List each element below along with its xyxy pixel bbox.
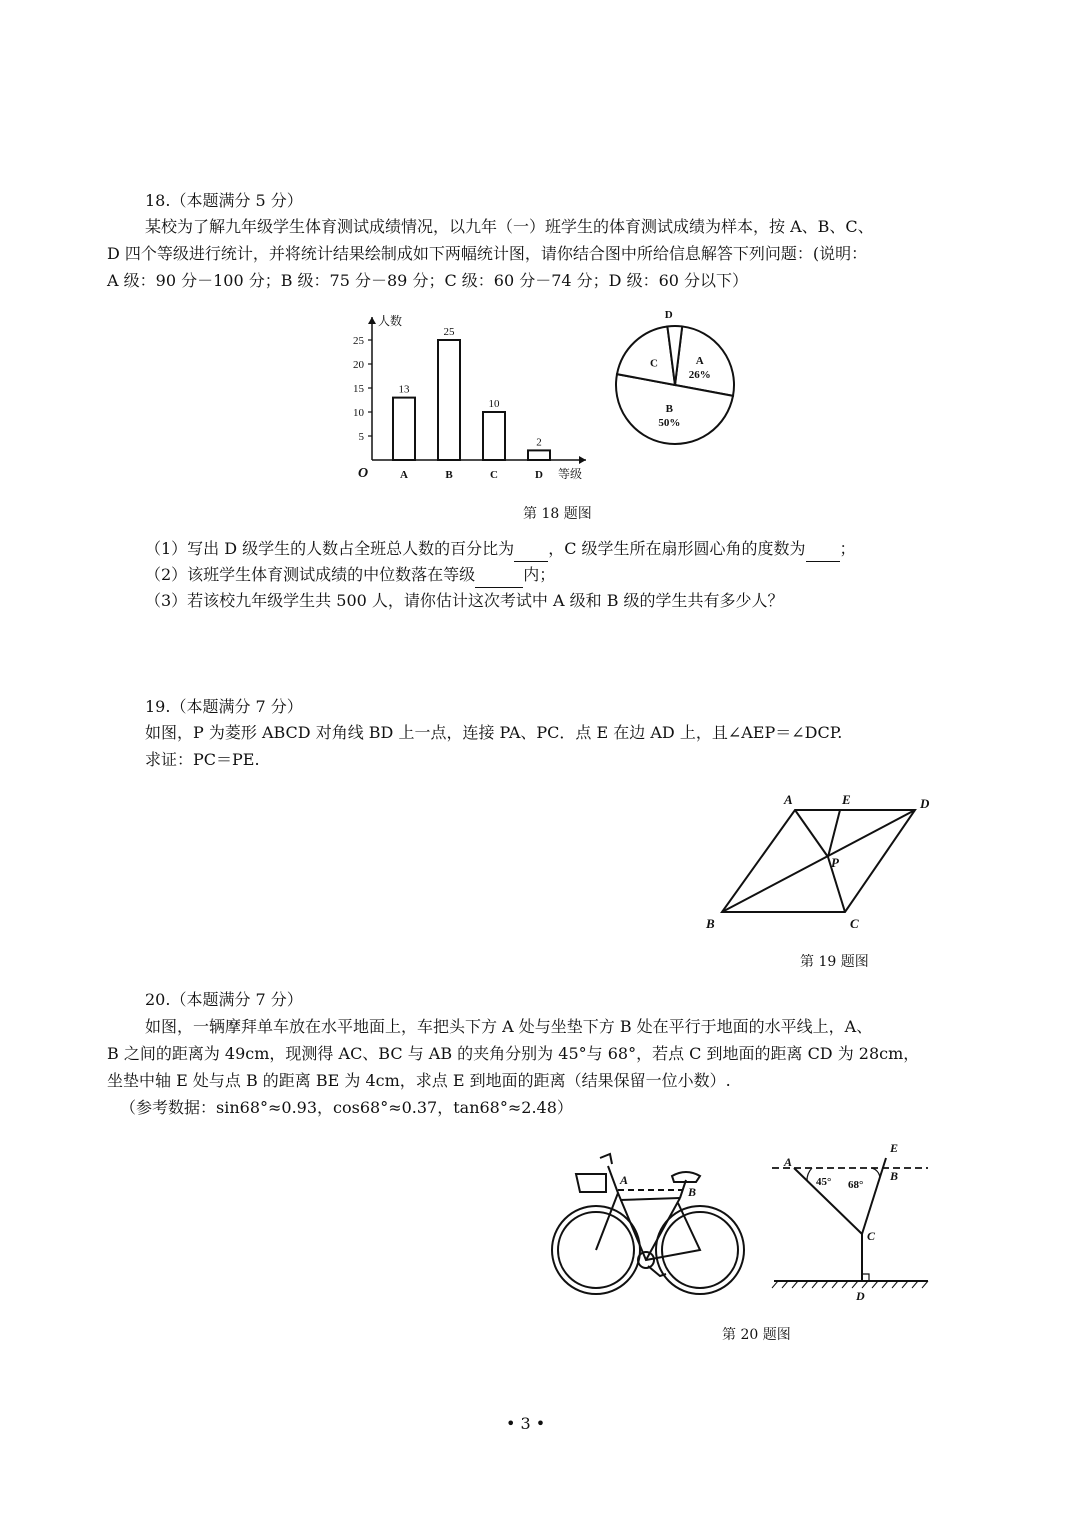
pie-percent-A: 26% [688, 368, 711, 381]
diagram-label-c: C [867, 1229, 876, 1243]
q18-sub1-text-a: （1）写出 D 级学生的人数占全班总人数的百分比为 [145, 539, 515, 558]
origin-label: O [358, 466, 369, 481]
pie-slice-C [617, 326, 675, 385]
bike-label-a: A [620, 1173, 629, 1187]
q18-answer-blank-3[interactable] [475, 569, 523, 588]
q20-line-1: 如图，一辆摩拜单车放在水平地面上，车把头下方 A 处与坐垫下方 B 处在平行于地面的水平线上，A、 [145, 1017, 873, 1036]
diagram-label-d: D [856, 1289, 865, 1303]
page-number: • 3 • [506, 1414, 546, 1433]
label-e: E [842, 792, 851, 807]
segment-pa [795, 810, 828, 857]
bar-A [393, 398, 415, 460]
y-axis-label: 人数 [378, 314, 403, 328]
angle-45-label: 45° [816, 1176, 832, 1188]
label-p: P [831, 855, 839, 870]
pie-label-C: C [649, 357, 658, 370]
q18-answer-blank-1[interactable] [514, 543, 548, 562]
q20-figure-caption: 第 20 题图 [722, 1327, 791, 1343]
x-axis-arrow [579, 456, 586, 464]
pie-slice-A [675, 326, 734, 395]
diagonal-bd [722, 810, 915, 912]
y-tick-label: 10 [353, 407, 364, 419]
label-c: C [850, 916, 859, 931]
pie-label-A: A [695, 354, 704, 367]
q20-header: 20.（本题满分 7 分） [145, 990, 303, 1009]
bar-value-label: 25 [443, 326, 455, 338]
rhombus-diagram [700, 790, 940, 940]
label-a: A [784, 792, 793, 807]
q18-sub2-text-a: （2）该班学生体育测试成绩的中位数落在等级 [145, 565, 476, 584]
q18-sub1-text-c: ； [839, 539, 856, 558]
x-tick-label: A [400, 469, 408, 481]
bicycle-illustration [548, 1148, 758, 1308]
x-tick-label: C [490, 469, 498, 481]
q18-sub3: （3）若该校九年级学生共 500 人，请你估计这次考试中 A 级和 B 级的学生共有多少人？ [145, 591, 784, 610]
diagram-label-b: B [890, 1169, 899, 1183]
y-tick-label: 5 [358, 431, 364, 443]
q19-header: 19.（本题满分 7 分） [145, 697, 303, 716]
label-d: D [920, 796, 930, 811]
q19-line-1: 如图，P 为菱形 ABCD 对角线 BD 上一点，连接 PA、PC．点 E 在边 AD 上，且∠AEP＝∠DCP. [145, 723, 843, 742]
angle-68-label: 68° [848, 1179, 864, 1191]
diagram-label-e: E [890, 1141, 899, 1155]
q20-line-3: 坐垫中轴 E 处与点 B 的距离 BE 为 4cm，求点 E 到地面的距离（结果保留一位小数）. [107, 1071, 731, 1090]
x-tick-label: B [445, 469, 453, 481]
q18-line-2: D 四个等级进行统计，并将统计结果绘制成如下两幅统计图，请你结合图中所给信息解答下列问题：(说明： [107, 244, 868, 263]
y-tick-label: 20 [353, 359, 364, 371]
q18-line-3: A 级：90 分－100 分；B 级：75 分－89 分；C 级：60 分－74 分；D 级：60 分以下） [107, 271, 749, 290]
bar-B [438, 340, 460, 460]
q20-line-2: B 之间的距离为 49cm，现测得 AC、BC 与 AB 的夹角分别为 45°与 68°，若点 C 到地面的距离 CD 为 28cm， [107, 1044, 920, 1063]
bar-C [483, 412, 505, 460]
q18-answer-blank-2[interactable] [806, 543, 840, 562]
bike-label-b: B [688, 1185, 697, 1199]
q18-sub2-text-b: 内； [523, 565, 556, 584]
bar-D [528, 450, 550, 460]
triangle-diagram [768, 1138, 938, 1308]
pie-chart [605, 305, 745, 455]
q19-line-2: 求证：PC＝PE. [145, 750, 260, 769]
q18-sub2 [145, 562, 555, 588]
bar-value-label: 2 [536, 436, 542, 449]
y-tick-label: 15 [353, 383, 364, 395]
pie-label-D: D [664, 309, 673, 322]
bar-chart [350, 305, 600, 495]
q18-line-1: 某校为了解九年级学生体育测试成绩情况，以九年（一）班学生的体育测试成绩为样本，按 A、B、C、 [145, 217, 874, 236]
x-axis-label: 等级 [558, 467, 583, 481]
x-tick-label: D [535, 469, 543, 481]
q18-sub1 [145, 536, 856, 562]
bar-value-label: 13 [398, 383, 410, 396]
q19-figure-caption: 第 19 题图 [800, 954, 869, 970]
y-axis-arrow [368, 317, 376, 324]
label-b: B [706, 916, 715, 931]
q18-header: 18.（本题满分 5 分） [145, 191, 303, 210]
pie-percent-B: 50% [658, 417, 681, 430]
pie-label-B: B [665, 403, 674, 416]
y-tick-label: 25 [353, 335, 364, 347]
q18-sub1-text-b: ，C 级学生所在扇形圆心角的度数为 [548, 539, 806, 558]
diagram-label-a: A [784, 1155, 793, 1169]
q20-line-4: （参考数据：sin68°≈0.93，cos68°≈0.37，tan68°≈2.48） [120, 1098, 573, 1117]
q18-figure-caption: 第 18 题图 [523, 506, 592, 522]
bar-value-label: 10 [488, 398, 500, 410]
